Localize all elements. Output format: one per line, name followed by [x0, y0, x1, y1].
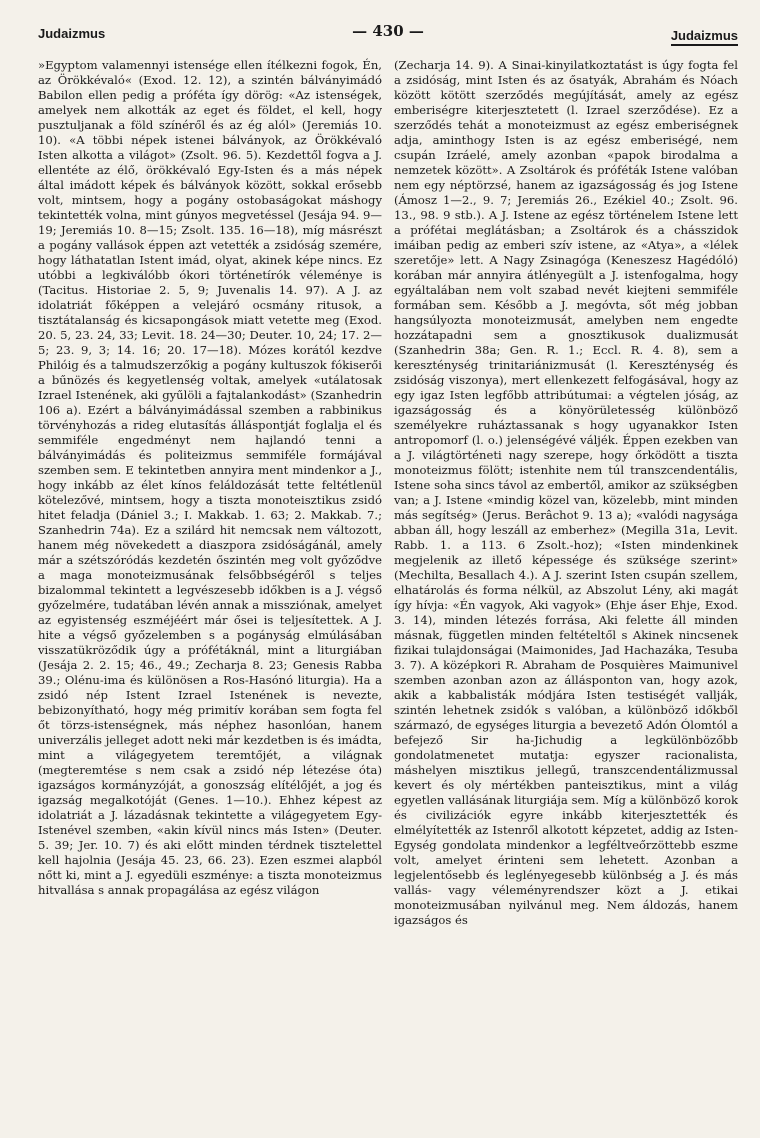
- header-left-title: Judaizmus: [38, 26, 106, 41]
- left-column-text: »Egyptom valamennyi istensége ellen ítélkezni fogok, Én, az Örökkévaló« (Exod. 12. 12), a szintén bálványimádó Babilon ellen pedig a próféta így dörög: «Az istenségek, amelyek nem alkották az eget és földet, el kell, hogy pusztuljanak a föld színéről és az ég alól» (Jeremiás 10. 10). «A többi népek istenei bálványok, az Örökkévaló Isten alkotta a világot» (Zsolt. 96. 5). Kezdettől fogva a J. ellentéte az élő, örökkévaló Egy-Isten és a más népek által imádott képek és bálványok között, sokkal erősebb volt, mintsem, hogy a pogány ostobaságokat máshogy tekintették volna, mint gúnyos megvetéssel (Jesája 94. 9—19; Jeremiás 10. 8—15; Zsolt. 135. 16—18), míg másrészt a pogány vallások éppen azt vetették a zsidóság szemére, hogy láthatatlan Istent imád, olyat, akinek képe nincs. Ez utóbbi a legkiválóbb ókori történetírók véleménye is (Tacitus. Historiae 2. 5, 9; Juvenalis 14. 97). A J. az idolatriát főképpen a velejáró ocsmány ritusok, a tisztátalanság és kicsapongások miatt vetette meg (Exod. 20. 5, 23. 24, 33; Levit. 18. 24—30; Deuter. 10, 24; 17. 2—5; 23. 9, 3; 14. 16; 20. 17—18). Mózes korától kezdve Philóig és a talmudszerzőkig a pogány kultuszok fókiserői a bűnözés és kegyetlenség voltak, amelyek «utálatosak Izrael Istenének, aki gyűlöli a fajtalankodást» (Szanhedrin 106 a). Ezért a bálványimádással szemben a rabbinikus törvényhozás a rideg elutasítás álláspontját foglalja el és semmiféle engedményt nem hajlandó tenni a bálványimádás és politeizmus semmiféle formájával szemben sem. E tekintetben annyira ment mindenkor a J., hogy inkább az élet kínos feláldozását tette feltétlenül kötelezővé, mintsem, hogy a tiszta monoteisztikus zsidó hitet feladja (Dániel 3.; I. Makkab. 1. 63; 2. Makkab. 7.; Szanhedrin 74a). Ez a szilárd hit nemcsak nem változott, hanem még növekedett a diaszpora zsidóságánál, amely már a szétszóródás kezdetén őszintén meg volt győződve a maga monoteizmusának felsőbbségéről s teljes bizalommal tekintett a legvészesebb időkben is a J. végső győzelmére, tudatában lévén annak a missziónak, amelyet az egyistenség eszméjéért már ősei is teljesítettek. A J. hite a végső győzelemben s a pogányság elmúlásában visszatükröződik úgy a prófétáknál, mint a liturgiában (Jesája 2. 2. 15; 46., 49.; Zecharja 8. 23; Genesis Rabba 39.; Olénu-ima és különösen a Ros-Hasónó liturgia). Ha a zsidó nép Istent Izrael Istenének is nevezte, bebizonyítható, hogy még primitív korában sem fogta fel őt törzs-istenségnek, más néphez hasonlóan, hanem univerzális jelleget adott neki már kezdetben is és imádta, mint a világegyetem teremtőjét, a világnak (megteremtése s nem csak a zsidó nép létezése óta) igazságos kormányzóját, a gonoszság elítélőjét, a jog és igazság megalkotóját (Genes. 1—10.). Ehhez képest az idolatriát a J. lázadásnak tekintette a világegyetem Egy-Istenével szemben, «akin kívül nincs más Isten» (Deuter. 5. 39; Jer. 10. 7) és aki előtt minden térdnek tisztelettel kell hajolnia (Jesája 45. 23, 66. 23). Ezen eszmei alapból nőtt ki, mint a J. egyedüli eszménye: a tiszta monoteizmus hitvallása s annak propagálása az egész világon: [38, 58, 382, 897]
- right-column-text: (Zecharja 14. 9). A Sinai-kinyilatkoztatást is úgy fogta fel a zsidóság, mint Isten és az ősatyák, Abrahám és Nóach között kötött szerződés megújítását, amely az egész emberiségre kiterjesztetett (l. Izrael szerződése). Ez a szerződés tehát a monoteizmust az egész emberiségnek adja, aminthogy Isten is az egész emberiségé, nem csupán Izráelé, amely azonban «papok birodalma a nemzetek között». A Zsoltárok és próféták Istene valóban nem egy néptörzsé, hanem az igazságosság és jog Istene (Ámosz 1—2., 9. 7; Jeremiás 26., Ezékiel 40.; Zsolt. 96. 13., 98. 9 stb.). A J. Istene az egész történelem Istene lett a prófétai meglátásban; a Zsoltárok és a chásszidok imáiban pedig az emberi szív istene, az «Atya», a «lélek szeretője» lett. A Nagy Zsinagóga (Keneszesz Hagédóló) korában már annyira átlényegült a J. istenfogalma, hogy egyáltalában nem volt szabad nevét kiejteni semmiféle formában sem. Később a J. megóvta, sőt még jobban hangsúlyozta monoteizmusát, amelyben nem engedte hozzátapadni sem a gnosztikusok dualizmusát (Szanhedrin 38a; Gen. R. 1.; Eccl. R. 4. 8), sem a kereszténység trinitariánizmusát (l. Kereszténység és zsidóság viszonya), mert ellenkezett felfogásával, hogy az egy igaz Isten legfőbb attribútumai: a végtelen jóság, az igazságosság és a könyörületesség különböző személyekre ruháztassanak s hogy ugyanakkor Isten antropomorf (l. o.) jelenségévé váljék. Éppen ezekben van a J. világtörténeti nagy szerepe, hogy őrködött a tiszta monoteizmus fölött; istenhite nem túl transzcendentális, Istene soha sincs távol az embertől, amikor az szükségben van; a J. Istene «mindig közel van, közelebb, mint minden más segítség» (Jerus. Berâchot 9. 13 a); «valódi nagysága abban áll, hogy leszáll az emberhez» (Megilla 31a, Levit. Rabb. 1. a 113. 6 Zsolt.-hoz); «Isten mindenkinek megjelenik az illető képessége és szüksége szerint» (Mechilta, Besallach 4.). A J. szerint Isten csupán szellem, elhatárolás és forma nélkül, az Abszolut Lény, aki magát így hívja: «Én vagyok, Aki vagyok» (Ehje áser Ehje, Exod. 3. 14), minden létezés forrása, Aki felette áll minden másnak, független minden feltételtől s Akinek nincsenek fizikai tulajdonságai (Maimonides, Jad Hachazáka, Tesuba 3. 7). A középkori R. Abraham de Posquières Maimunivel szemben azonban azon az állásponton van, hogy azok, akik a kabbalisták módjára Isten testiségét vallják, szintén lehetnek zsidók s valóban, a különböző időkből származó, de egységes liturgia a bevezető Adón Ólomtól a befejező Sir ha-Jichudig a legkülönbözőbb gondolatmenetet mutatja: egyszer racionalista, máshelyen misztikus jellegű, transzcendentálizmussal kevert és oly mértékben panteisztikus, mint a világ egyetlen vallásának liturgiája sem. Míg a különböző korok és civilizációk egyre inkább kiterjesztették és elmélyítették az Istenről alkotott képzetet, addig az Isten-Egység gondolata mindenkor a legféltveőrzöttebb eszme volt, amelyet érinteni sem lehetett. Azonban a legjelentősebb és leglényegesebb különbség a J. és más vallás- vagy véleményrendszer közt a J. etikai monoteizmusában nyilvánul meg. Nem áldozás, hanem igazságos és: [394, 58, 738, 927]
- text-columns: [38, 58, 738, 928]
- right-column: [394, 58, 738, 928]
- left-column: [38, 58, 382, 928]
- running-header: [38, 22, 738, 46]
- page-number: — 430 —: [352, 22, 424, 40]
- header-right-title: Judaizmus: [671, 28, 738, 46]
